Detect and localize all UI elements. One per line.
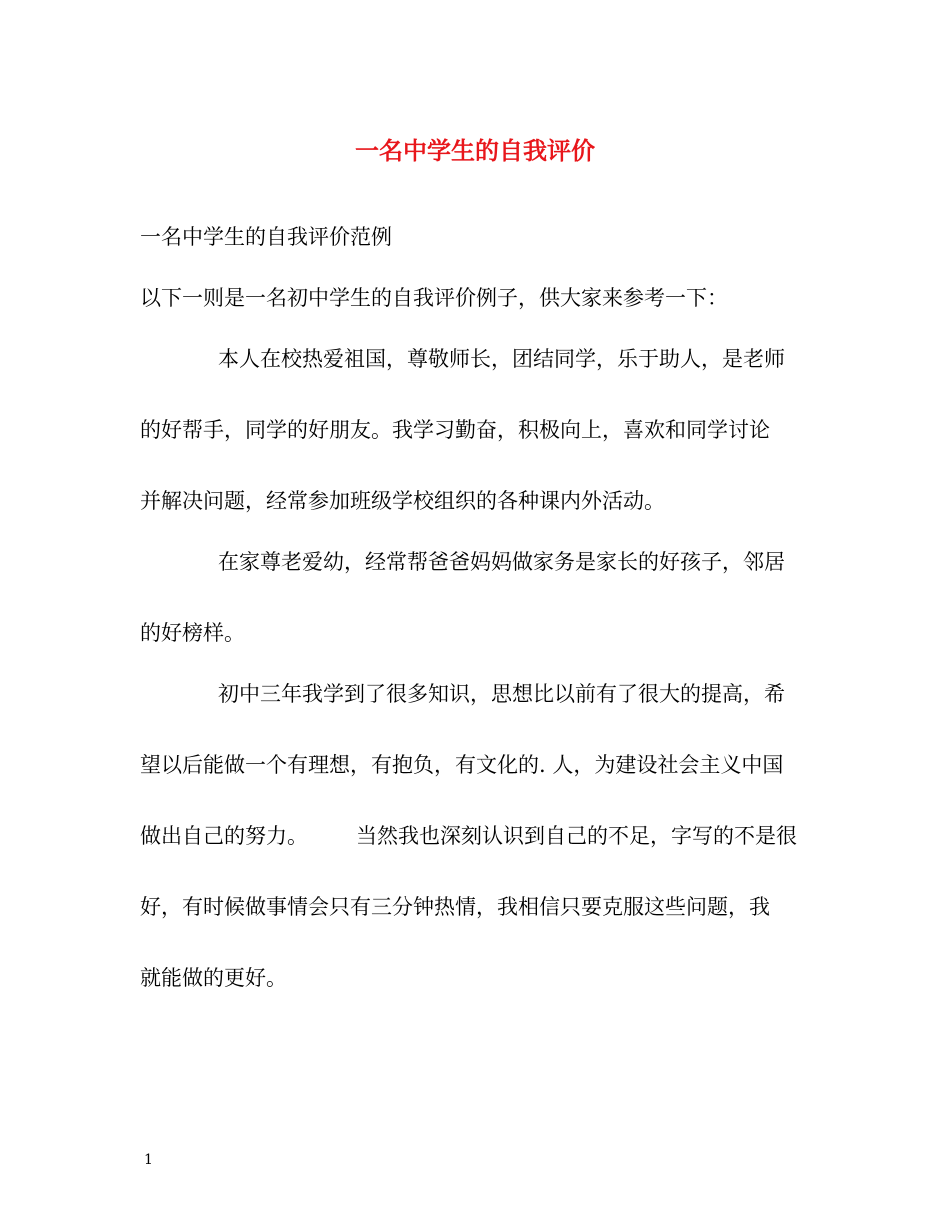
paragraph-line-part: 做出自己的努力。: [140, 824, 308, 848]
paragraph-line: 初中三年我学到了很多知识，思想比以前有了很大的提高，希: [218, 682, 785, 706]
document-subtitle: 一名中学生的自我评价范例: [140, 225, 392, 249]
intro-line: 以下一则是一名初中学生的自我评价例子，供大家来参考一下：: [140, 286, 728, 310]
paragraph-line: [140, 821, 797, 851]
document-title: 一名中学生的自我评价: [355, 136, 595, 165]
paragraph-line: 的好帮手，同学的好朋友。我学习勤奋，积极向上，喜欢和同学讨论: [140, 418, 770, 442]
paragraph-line: 就能做的更好。: [140, 966, 287, 990]
paragraph-line: 的好榜样。: [140, 621, 245, 645]
paragraph-line: 并解决问题，经常参加班级学校组织的各种课内外活动。: [140, 489, 665, 513]
paragraph-line: 望以后能做一个有理想，有抱负，有文化的. 人，为建设社会主义中国: [140, 753, 784, 777]
paragraph-line: 在家尊老爱幼，经常帮爸爸妈妈做家务是家长的好孩子，邻居: [218, 550, 785, 574]
paragraph-line: 好，有时候做事情会只有三分钟热情，我相信只要克服这些问题，我: [140, 895, 770, 919]
page-number: 1: [144, 1152, 153, 1168]
paragraph-line: 本人在校热爱祖国，尊敬师长，团结同学，乐于助人，是老师: [218, 347, 785, 371]
paragraph-line-part: 当然我也深刻认识到自己的不足，字写的不是很: [356, 824, 797, 848]
